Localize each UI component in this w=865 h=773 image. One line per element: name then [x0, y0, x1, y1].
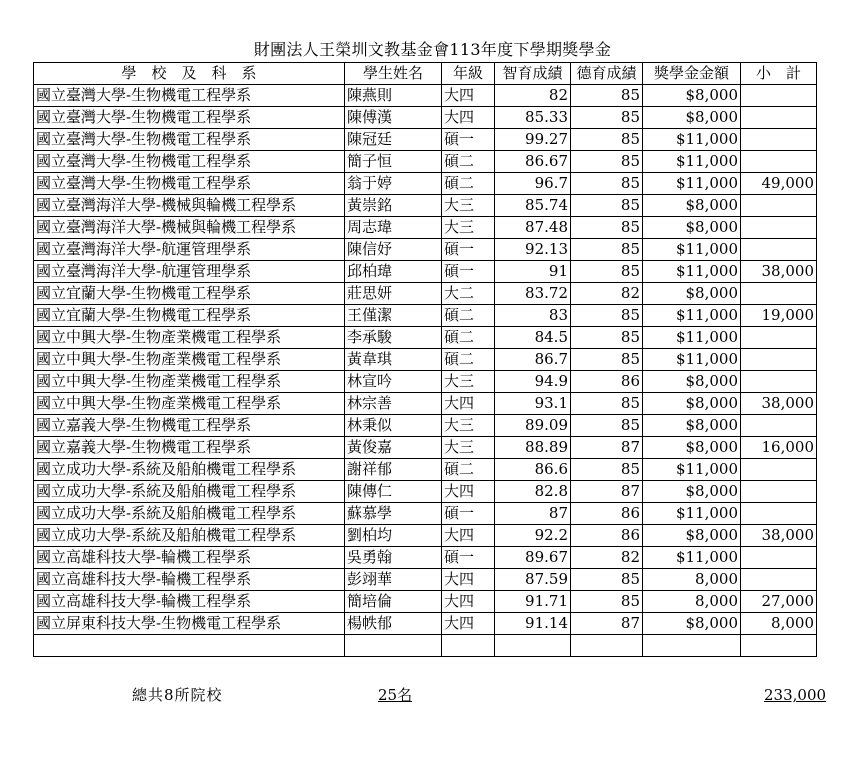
cell-scholarship-amount: $8,000: [643, 525, 741, 547]
table-row: [34, 349, 817, 371]
cell-grade: 大三: [442, 415, 495, 437]
cell-conduct-score: 85: [571, 327, 643, 349]
cell-conduct-score: 85: [571, 415, 643, 437]
cell-school-dept: 國立成功大學-系統及船舶機電工程學系: [34, 459, 345, 481]
cell-grade: 碩二: [442, 305, 495, 327]
header-scholarship-amount: 獎學金金額: [643, 63, 741, 85]
cell-school-dept: 國立屏東科技大學-生物機電工程學系: [34, 613, 345, 635]
table-row: [34, 393, 817, 415]
cell-school-dept: 國立嘉義大學-生物機電工程學系: [34, 437, 345, 459]
cell-conduct-score: 85: [571, 85, 643, 107]
table-row: [34, 525, 817, 547]
cell-conduct-score: 85: [571, 305, 643, 327]
cell-conduct-score: 87: [571, 613, 643, 635]
cell-subtotal: [741, 459, 817, 481]
cell-grade: 大四: [442, 481, 495, 503]
cell-subtotal: [741, 195, 817, 217]
cell-student-name: 彭翊華: [345, 569, 442, 591]
cell-student-name: 邱柏瑋: [345, 261, 442, 283]
cell-subtotal: [741, 107, 817, 129]
cell-conduct-score: 85: [571, 151, 643, 173]
cell-academic-score: 92.2: [495, 525, 571, 547]
header-academic-score: 智育成績: [495, 63, 571, 85]
table-row: [34, 371, 817, 393]
cell-academic-score: 84.5: [495, 327, 571, 349]
header-grade: 年級: [442, 63, 495, 85]
cell-academic-score: 89.09: [495, 415, 571, 437]
cell-subtotal: [741, 503, 817, 525]
cell-grade: 大四: [442, 613, 495, 635]
cell-student-name: 楊帙郁: [345, 613, 442, 635]
cell-school-dept: 國立嘉義大學-生物機電工程學系: [34, 415, 345, 437]
sheet-title: 財團法人王榮圳文教基金會113年度下學期獎學金: [253, 40, 612, 59]
cell-scholarship-amount: $11,000: [643, 459, 741, 481]
cell-grade: 碩二: [442, 327, 495, 349]
cell-scholarship-amount: [643, 635, 741, 657]
table-row: [34, 173, 817, 195]
cell-academic-score: 87.48: [495, 217, 571, 239]
cell-scholarship-amount: $8,000: [643, 195, 741, 217]
cell-academic-score: 92.13: [495, 239, 571, 261]
cell-conduct-score: 85: [571, 173, 643, 195]
cell-scholarship-amount: $11,000: [643, 129, 741, 151]
cell-subtotal: 19,000: [741, 305, 817, 327]
cell-subtotal: [741, 85, 817, 107]
cell-conduct-score: 85: [571, 569, 643, 591]
cell-scholarship-amount: $8,000: [643, 437, 741, 459]
cell-academic-score: 87.59: [495, 569, 571, 591]
table-row: [34, 305, 817, 327]
table-row: [34, 217, 817, 239]
cell-school-dept: 國立臺灣海洋大學-機械與輪機工程學系: [34, 195, 345, 217]
cell-student-name: 吳勇翰: [345, 547, 442, 569]
cell-academic-score: 99.27: [495, 129, 571, 151]
cell-grade: 大四: [442, 525, 495, 547]
cell-student-name: 陳傅漢: [345, 107, 442, 129]
cell-school-dept: 國立臺灣海洋大學-航運管理學系: [34, 239, 345, 261]
table-row: [34, 415, 817, 437]
cell-scholarship-amount: $11,000: [643, 239, 741, 261]
cell-academic-score: 85.74: [495, 195, 571, 217]
cell-conduct-score: 85: [571, 393, 643, 415]
cell-scholarship-amount: 8,000: [643, 591, 741, 613]
cell-student-name: 翁于婷: [345, 173, 442, 195]
cell-school-dept: 國立臺灣大學-生物機電工程學系: [34, 151, 345, 173]
cell-student-name: 陳傳仁: [345, 481, 442, 503]
cell-grade: 碩二: [442, 459, 495, 481]
footer-school-count: 總共8所院校: [132, 686, 223, 704]
cell-academic-score: 86.7: [495, 349, 571, 371]
cell-subtotal: [741, 569, 817, 591]
cell-subtotal: [741, 415, 817, 437]
cell-student-name: 黃崇銘: [345, 195, 442, 217]
cell-conduct-score: 86: [571, 525, 643, 547]
footer-grand-total: 233,000: [764, 686, 827, 704]
cell-conduct-score: 86: [571, 371, 643, 393]
table-row: [34, 283, 817, 305]
cell-scholarship-amount: $11,000: [643, 349, 741, 371]
cell-school-dept: 國立成功大學-系統及船舶機電工程學系: [34, 503, 345, 525]
cell-scholarship-amount: $11,000: [643, 305, 741, 327]
cell-subtotal: [741, 239, 817, 261]
cell-school-dept: 國立中興大學-生物產業機電工程學系: [34, 327, 345, 349]
cell-subtotal: [741, 371, 817, 393]
cell-conduct-score: [571, 635, 643, 657]
cell-school-dept: 國立高雄科技大學-輪機工程學系: [34, 569, 345, 591]
cell-student-name: [345, 635, 442, 657]
cell-student-name: 黃俊嘉: [345, 437, 442, 459]
cell-academic-score: 94.9: [495, 371, 571, 393]
cell-scholarship-amount: $11,000: [643, 151, 741, 173]
cell-conduct-score: 86: [571, 503, 643, 525]
cell-grade: 大四: [442, 107, 495, 129]
table-row: [34, 481, 817, 503]
table-row: [34, 613, 817, 635]
cell-academic-score: 91.71: [495, 591, 571, 613]
cell-academic-score: 89.67: [495, 547, 571, 569]
cell-academic-score: 86.67: [495, 151, 571, 173]
cell-grade: 大三: [442, 437, 495, 459]
cell-school-dept: 國立臺灣海洋大學-機械與輪機工程學系: [34, 217, 345, 239]
cell-student-name: 周志瑋: [345, 217, 442, 239]
cell-scholarship-amount: $8,000: [643, 107, 741, 129]
cell-student-name: 李承駿: [345, 327, 442, 349]
cell-school-dept: 國立臺灣大學-生物機電工程學系: [34, 129, 345, 151]
cell-subtotal: [741, 635, 817, 657]
cell-conduct-score: 85: [571, 459, 643, 481]
cell-student-name: 簡培倫: [345, 591, 442, 613]
cell-grade: 大四: [442, 591, 495, 613]
header-row: [34, 63, 817, 85]
cell-scholarship-amount: $8,000: [643, 217, 741, 239]
cell-subtotal: [741, 283, 817, 305]
cell-subtotal: 8,000: [741, 613, 817, 635]
cell-school-dept: 國立成功大學-系統及船舶機電工程學系: [34, 481, 345, 503]
cell-student-name: 陳信妤: [345, 239, 442, 261]
cell-student-name: 謝祥郁: [345, 459, 442, 481]
cell-student-name: 簡子恒: [345, 151, 442, 173]
table-row: [34, 239, 817, 261]
cell-subtotal: [741, 349, 817, 371]
cell-school-dept: 國立臺灣大學-生物機電工程學系: [34, 85, 345, 107]
cell-academic-score: 91.14: [495, 613, 571, 635]
table-row: [34, 547, 817, 569]
cell-conduct-score: 85: [571, 217, 643, 239]
cell-student-name: 林秉似: [345, 415, 442, 437]
cell-conduct-score: 85: [571, 261, 643, 283]
table-row: [34, 85, 817, 107]
cell-grade: 大三: [442, 371, 495, 393]
cell-grade: 大三: [442, 195, 495, 217]
cell-school-dept: 國立高雄科技大學-輪機工程學系: [34, 591, 345, 613]
table-row: [34, 437, 817, 459]
cell-school-dept: 國立高雄科技大學-輪機工程學系: [34, 547, 345, 569]
cell-subtotal: [741, 129, 817, 151]
cell-school-dept: 國立臺灣大學-生物機電工程學系: [34, 107, 345, 129]
cell-scholarship-amount: $8,000: [643, 415, 741, 437]
cell-student-name: 王僅潔: [345, 305, 442, 327]
cell-conduct-score: 82: [571, 547, 643, 569]
cell-student-name: 蘇慕學: [345, 503, 442, 525]
table-row: [34, 327, 817, 349]
cell-grade: [442, 635, 495, 657]
cell-academic-score: 87: [495, 503, 571, 525]
cell-scholarship-amount: 8,000: [643, 569, 741, 591]
table-row: [34, 503, 817, 525]
cell-academic-score: 96.7: [495, 173, 571, 195]
cell-school-dept: 國立臺灣海洋大學-航運管理學系: [34, 261, 345, 283]
cell-scholarship-amount: $8,000: [643, 85, 741, 107]
cell-conduct-score: 85: [571, 349, 643, 371]
cell-conduct-score: 85: [571, 239, 643, 261]
cell-academic-score: 85.33: [495, 107, 571, 129]
cell-student-name: 莊思妍: [345, 283, 442, 305]
cell-academic-score: [495, 635, 571, 657]
cell-school-dept: 國立中興大學-生物產業機電工程學系: [34, 349, 345, 371]
cell-school-dept: 國立宜蘭大學-生物機電工程學系: [34, 283, 345, 305]
table-row: [34, 261, 817, 283]
cell-academic-score: 93.1: [495, 393, 571, 415]
cell-subtotal: 16,000: [741, 437, 817, 459]
cell-school-dept: [34, 635, 345, 657]
cell-academic-score: 86.6: [495, 459, 571, 481]
header-student-name: 學生姓名: [345, 63, 442, 85]
cell-subtotal: 38,000: [741, 261, 817, 283]
cell-subtotal: 49,000: [741, 173, 817, 195]
header-conduct-score: 德育成績: [571, 63, 643, 85]
cell-grade: 大四: [442, 393, 495, 415]
cell-conduct-score: 82: [571, 283, 643, 305]
cell-grade: 碩一: [442, 129, 495, 151]
cell-conduct-score: 85: [571, 195, 643, 217]
cell-school-dept: 國立中興大學-生物產業機電工程學系: [34, 371, 345, 393]
cell-conduct-score: 87: [571, 437, 643, 459]
cell-scholarship-amount: $8,000: [643, 283, 741, 305]
table-row: [34, 195, 817, 217]
table-row: [34, 569, 817, 591]
cell-subtotal: 38,000: [741, 525, 817, 547]
cell-grade: 大四: [442, 85, 495, 107]
cell-subtotal: 27,000: [741, 591, 817, 613]
cell-grade: 碩一: [442, 239, 495, 261]
cell-academic-score: 83: [495, 305, 571, 327]
cell-grade: 大二: [442, 283, 495, 305]
cell-grade: 碩二: [442, 349, 495, 371]
cell-academic-score: 82.8: [495, 481, 571, 503]
header-subtotal: 小 計: [741, 63, 817, 85]
cell-subtotal: [741, 327, 817, 349]
cell-subtotal: [741, 217, 817, 239]
cell-school-dept: 國立宜蘭大學-生物機電工程學系: [34, 305, 345, 327]
table-row: [34, 151, 817, 173]
cell-student-name: 林宗善: [345, 393, 442, 415]
cell-subtotal: 38,000: [741, 393, 817, 415]
cell-academic-score: 83.72: [495, 283, 571, 305]
table-row: [34, 635, 817, 657]
cell-academic-score: 91: [495, 261, 571, 283]
cell-scholarship-amount: $11,000: [643, 261, 741, 283]
cell-subtotal: [741, 151, 817, 173]
cell-scholarship-amount: $11,000: [643, 173, 741, 195]
cell-student-name: 林宣吟: [345, 371, 442, 393]
cell-conduct-score: 85: [571, 107, 643, 129]
cell-scholarship-amount: $11,000: [643, 547, 741, 569]
footer-student-count: 25名: [378, 686, 413, 704]
cell-conduct-score: 85: [571, 591, 643, 613]
table-row: [34, 129, 817, 151]
cell-scholarship-amount: $11,000: [643, 503, 741, 525]
table-row: [34, 107, 817, 129]
cell-scholarship-amount: $8,000: [643, 371, 741, 393]
cell-academic-score: 82: [495, 85, 571, 107]
cell-grade: 碩一: [442, 547, 495, 569]
cell-academic-score: 88.89: [495, 437, 571, 459]
header-school-dept: 學 校 及 科 系: [34, 63, 345, 85]
cell-grade: 碩二: [442, 173, 495, 195]
cell-subtotal: [741, 481, 817, 503]
cell-school-dept: 國立臺灣大學-生物機電工程學系: [34, 173, 345, 195]
cell-student-name: 陳燕則: [345, 85, 442, 107]
cell-scholarship-amount: $11,000: [643, 327, 741, 349]
cell-grade: 碩二: [442, 151, 495, 173]
cell-school-dept: 國立成功大學-系統及船舶機電工程學系: [34, 525, 345, 547]
cell-student-name: 劉柏均: [345, 525, 442, 547]
cell-grade: 大四: [442, 569, 495, 591]
cell-subtotal: [741, 547, 817, 569]
cell-grade: 碩一: [442, 503, 495, 525]
cell-grade: 碩一: [442, 261, 495, 283]
cell-student-name: 黃韋琪: [345, 349, 442, 371]
scholarship-table: [33, 62, 817, 657]
cell-conduct-score: 85: [571, 129, 643, 151]
cell-scholarship-amount: $8,000: [643, 613, 741, 635]
cell-student-name: 陳冠廷: [345, 129, 442, 151]
table-row: [34, 459, 817, 481]
cell-school-dept: 國立中興大學-生物產業機電工程學系: [34, 393, 345, 415]
cell-conduct-score: 87: [571, 481, 643, 503]
cell-scholarship-amount: $8,000: [643, 481, 741, 503]
cell-scholarship-amount: $8,000: [643, 393, 741, 415]
cell-grade: 大三: [442, 217, 495, 239]
table-row: [34, 591, 817, 613]
